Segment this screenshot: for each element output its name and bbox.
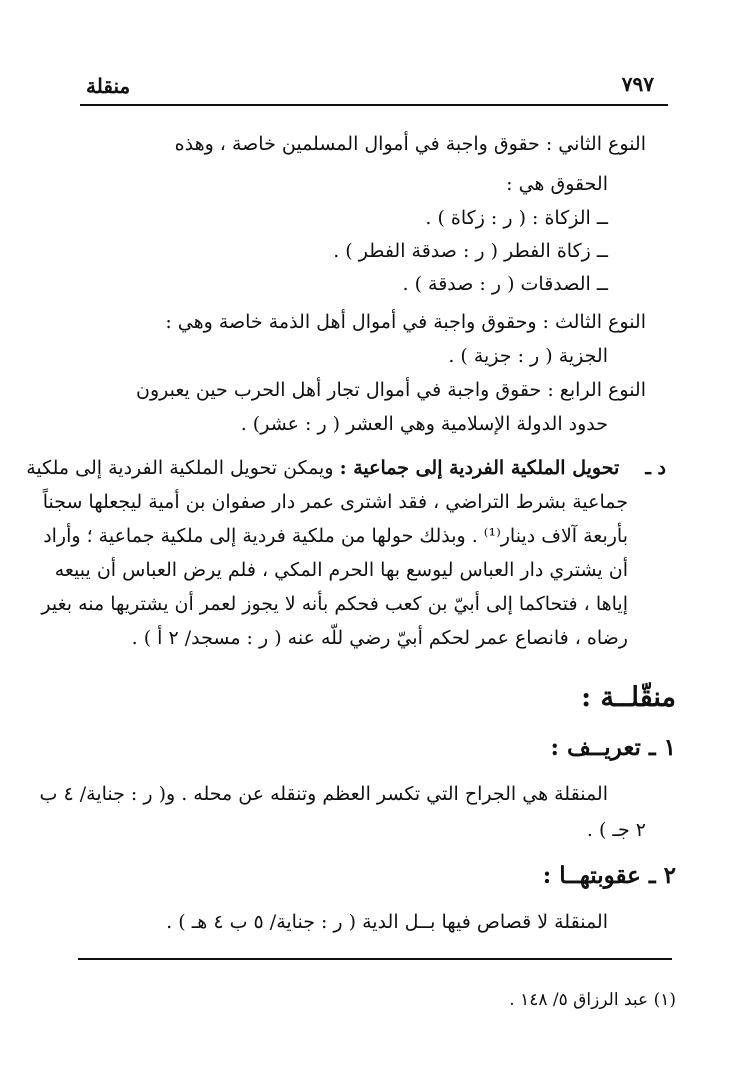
text-line-6: النوع الثالث : وحقوق واجبة في أموال أهل الذمة خاصة وهي : (165, 311, 646, 333)
section-d-first-line-rest: ويمكن تحويل الملكية الفردية إلى ملكية (26, 457, 334, 479)
subheading-definition: ١ ـ تعريــف : (550, 734, 676, 761)
text-line-8: النوع الرابع : حقوق واجبة في أموال تجار أهل الحرب حين يعبرون (136, 379, 646, 401)
page-number: ٧٩٧ (621, 72, 654, 96)
section-d-line-3: بأربعة آلاف دينار⁽¹⁾ . وبذلك حولها من ملكية فردية إلى ملكية جماعية ؛ وأراد (43, 525, 628, 547)
header-rule (80, 104, 668, 106)
text-line-7: الجزية ( ر : جزية ) . (448, 345, 608, 367)
footnote-rule (78, 958, 672, 960)
section-d-marker: د ـ (645, 457, 666, 479)
text-line-9: حدود الدولة الإسلامية وهي العشر ( ر : عشر) . (240, 413, 608, 435)
section-d-line-5: إياها ، فتحاكما إلى أبيّ بن كعب فحكم بأنه لا يجوز لعمر أن يشتريها منه بغير (41, 593, 628, 615)
section-d-line-6: رضاه ، فانصاع عمر لحكم أبيّ رضي للّه عنه ( ر : مسجد/ ٢ أ ) . (131, 627, 628, 649)
text-line-1: النوع الثاني : حقوق واجبة في أموال المسلمين خاصة ، وهذه (174, 133, 646, 155)
section-d-line-1 (26, 454, 666, 482)
footnote: (١) عبد الرزاق ٥/ ١٤٨ . (509, 990, 676, 1010)
text-line-4: ــ زكاة الفطر ( ر : صدقة الفطر ) . (333, 240, 608, 262)
definition-line-2: ٢ جـ ) . (586, 819, 646, 841)
section-d-title: تحويل الملكية الفردية إلى جماعية : (339, 457, 620, 479)
entry-heading: منقّلــة : (581, 682, 676, 713)
section-d-line-2: جماعية بشرط التراضي ، فقد اشترى عمر دار صفوان بن أمية ليجعلها سجناً (42, 491, 628, 513)
text-line-2: الحقوق هي : (506, 173, 608, 195)
subheading-penalty: ٢ ـ عقوبتهــا : (542, 862, 676, 889)
text-line-5: ــ الصدقات ( ر : صدقة ) . (402, 273, 608, 295)
text-line-3: ــ الزكاة : ( ر : زكاة ) . (425, 207, 608, 229)
definition-line-1: المنقلة هي الجراح التي تكسر العظم وتنقله عن محله . و( ر : جناية/ ٤ ب (39, 783, 608, 805)
penalty-line-1: المنقلة لا قصاص فيها بــل الدية ( ر : جناية/ ٥ ب ٤ هـ ) . (166, 911, 608, 933)
section-d-line-4: أن يشتري دار العباس ليوسع بها الحرم المكي ، فلم يرض العباس أن يبيعه (54, 559, 628, 581)
running-title: منقلة (86, 74, 131, 98)
